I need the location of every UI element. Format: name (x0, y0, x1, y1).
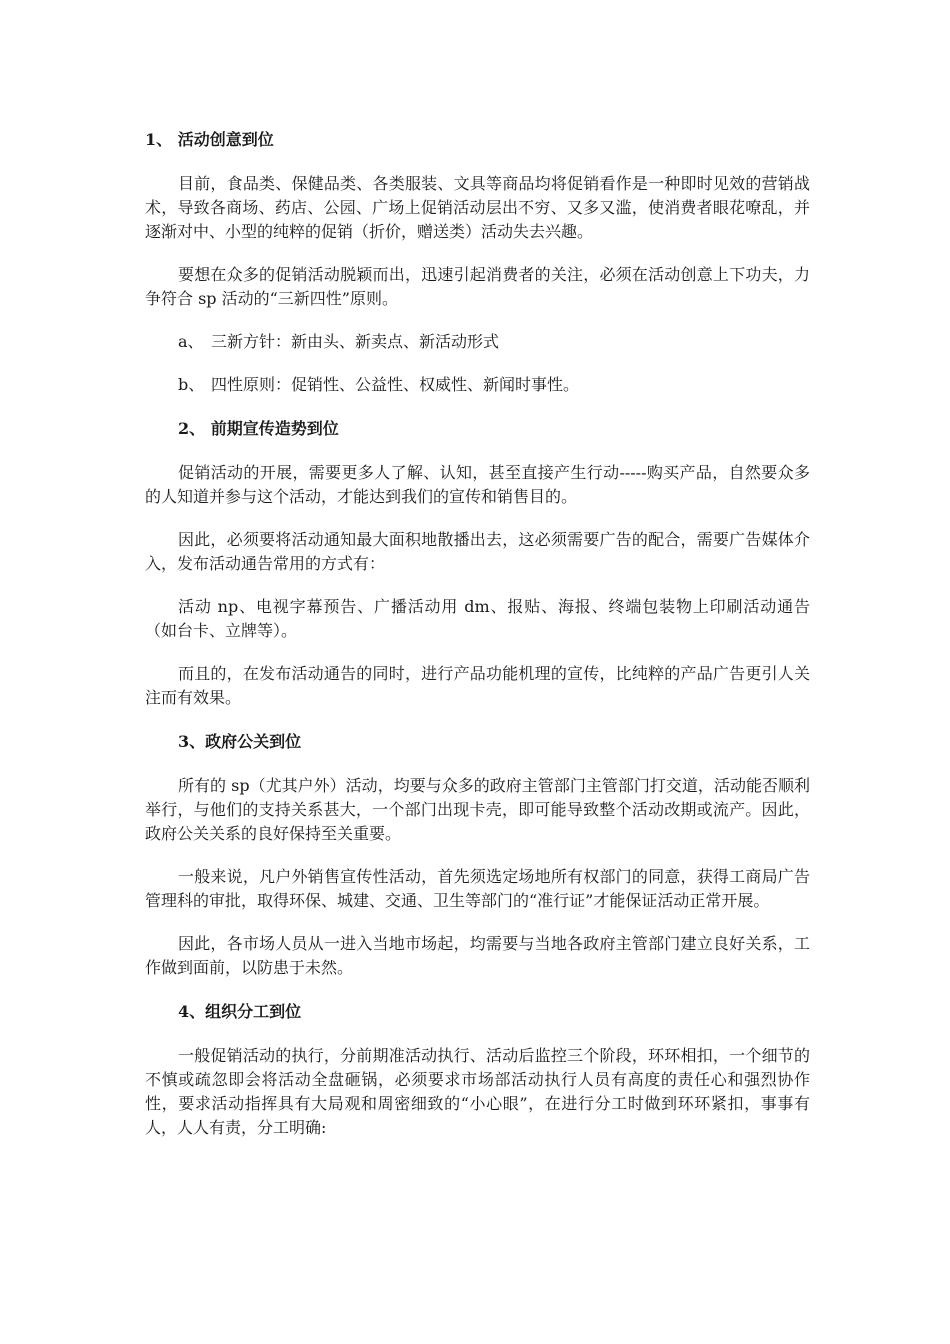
paragraph: 一般促销活动的执行，分前期准活动执行、活动后监控三个阶段，环环相扣，一个细节的不慎或疏忽即会将活动全盘砸锅，必须要求市场部活动执行人员有高度的责任心和强烈协作性，要求活动指挥具有大局观和周密细致的“小心眼”，在进行分工时做到环环紧扣，事事有人，人人有责，分工明确: (145, 1046, 810, 1137)
list-item-text: 四性原则：促销性、公益性、权威性、新闻时事性。 (211, 375, 580, 394)
section-heading: 3、政府公关到位 (178, 732, 302, 751)
paragraph: 促销活动的开展，需要更多人了解、认知，甚至直接产生行动-----购买产品，自然要众多的人知道并参与这个活动，才能达到我们的宣传和销售目的。 (145, 463, 810, 506)
list-marker: b、 (178, 375, 205, 394)
paragraph: 活动 np、电视字幕预告、广播活动用 dm、报贴、海报、终端包装物上印刷活动通告（如台卡、立牌等）。 (145, 597, 810, 640)
list-item (145, 373, 810, 397)
list-marker: a、 (178, 332, 204, 351)
paragraph: 要想在众多的促销活动脱颖而出，迅速引起消费者的关注，必须在活动创意上下功夫，力争符合 sp 活动的“三新四性”原则。 (145, 265, 810, 308)
paragraph: 因此，必须要将活动通知最大面积地散播出去，这必须需要广告的配合，需要广告媒体介入，发布活动通告常用的方式有： (145, 530, 810, 573)
list-item-text: 三新方针：新由头、新卖点、新活动形式 (211, 332, 500, 351)
section-heading: 2、 前期宣传造势到位 (178, 419, 339, 438)
list-item (145, 330, 810, 354)
paragraph: 目前，食品类、保健品类、各类服装、文具等商品均将促销看作是一种即时见效的营销战术，导致各商场、药店、公园、广场上促销活动层出不穷、又多又滥，使消费者眼花嘹乱，并逐渐对中、小型的纯粹的促销（折价，赠送类）活动失去兴趣。 (145, 174, 810, 241)
section-heading: 1、 活动创意到位 (145, 130, 274, 149)
section-heading: 4、组织分工到位 (178, 1002, 302, 1021)
paragraph: 因此，各市场人员从一进入当地市场起，均需要与当地各政府主管部门建立良好关系，工作做到面前，以防患于未然。 (145, 934, 810, 977)
paragraph: 而且的，在发布活动通告的同时，进行产品功能机理的宣传，比纯粹的产品广告更引人关注而有效果。 (145, 664, 810, 707)
document-body (145, 127, 810, 1159)
paragraph: 所有的 sp（尤其户外）活动，均要与众多的政府主管部门主管部门打交道，活动能否顺利举行，与他们的支持关系甚大，一个部门出现卡壳，即可能导致整个活动改期或流产。因此，政府公关关系的良好保持至关重要。 (145, 776, 810, 843)
paragraph: 一般来说，凡户外销售宣传性活动，首先须选定场地所有权部门的同意，获得工商局广告管理科的审批，取得环保、城建、交通、卫生等部门的“准行证”才能保证活动正常开展。 (145, 867, 810, 910)
